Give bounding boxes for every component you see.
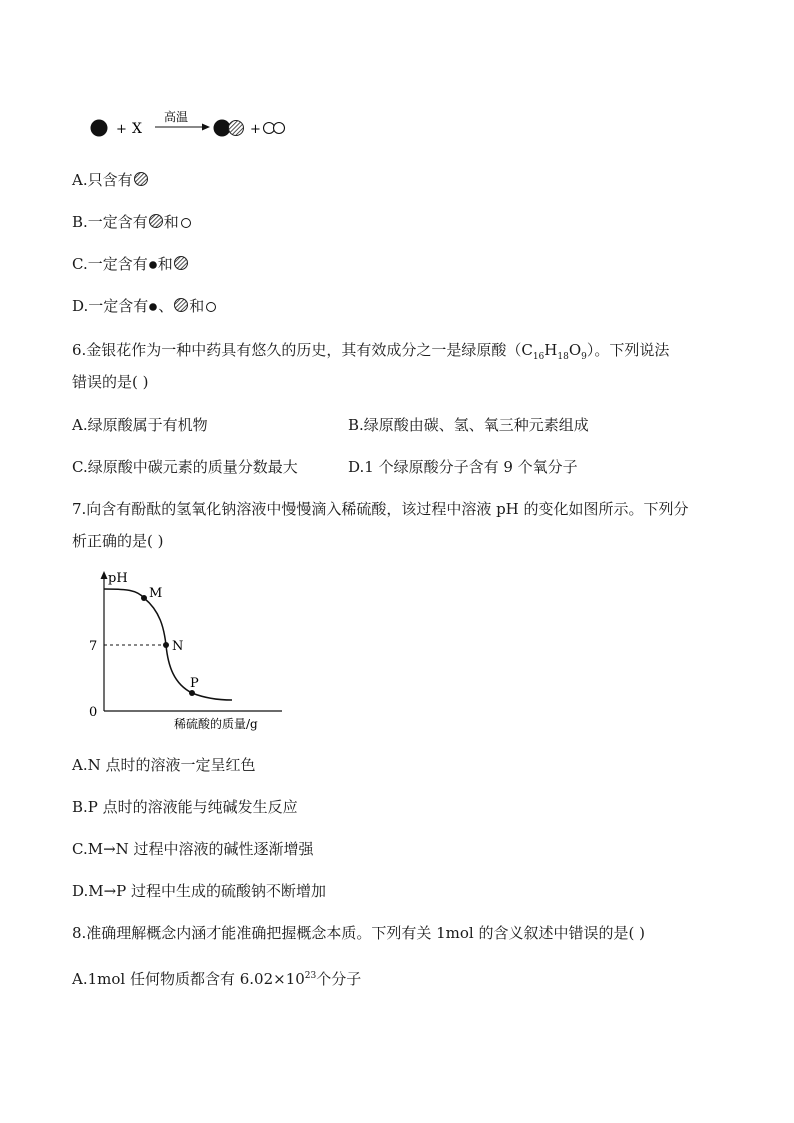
q7-stem-line1: 7.向含有酚酞的氢氧化钠溶液中慢慢滴入稀硫酸，该过程中溶液 pH 的变化如图所示。下列分 bbox=[72, 500, 689, 518]
q8-stem: 8.准确理解概念内涵才能准确把握概念本质。下列有关 1mol 的含义叙述中错误的是( ) bbox=[72, 924, 645, 942]
q7-option-b: B.P 点时的溶液能与纯碱发生反应 bbox=[72, 798, 298, 816]
q6-option-b: B.绿原酸由碳、氢、氧三种元素组成 bbox=[348, 416, 589, 434]
black-atom-icon bbox=[91, 120, 108, 137]
arrow-head-icon bbox=[202, 124, 210, 131]
hatched-atom-icon bbox=[173, 255, 189, 271]
q6-stem-text: 6.金银花作为一种中药具有悠久的历史，其有效成分之一是绿原酸（ bbox=[72, 341, 522, 359]
q6-stem bbox=[72, 340, 669, 367]
q7-option-a: A.N 点时的溶液一定呈红色 bbox=[72, 756, 256, 774]
separator-text: 、 bbox=[158, 297, 174, 315]
exponent: 23 bbox=[304, 971, 317, 981]
and-text: 和 bbox=[157, 255, 173, 273]
q6-option-a: A.绿原酸属于有机物 bbox=[72, 416, 208, 434]
and-text: 和 bbox=[189, 297, 205, 315]
q6-option-d: D.1 个绿原酸分子含有 9 个氧分子 bbox=[348, 458, 578, 476]
formula bbox=[521, 341, 587, 362]
formula-c: C bbox=[521, 341, 533, 359]
reactant-x: X bbox=[132, 121, 142, 137]
q5-option-b-text: B.一定含有 bbox=[72, 213, 148, 231]
q8-option-a bbox=[72, 966, 361, 989]
q5-option-a-text: A.只含有 bbox=[72, 171, 133, 189]
hatched-atom-icon bbox=[148, 213, 164, 229]
point-n-label: N bbox=[172, 639, 184, 654]
black-atom-icon bbox=[148, 257, 158, 271]
y-axis-label: pH bbox=[108, 571, 128, 586]
q5-option-c-text: C.一定含有 bbox=[72, 255, 148, 273]
plus-sign: + bbox=[116, 122, 127, 137]
hatched-atom-icon bbox=[229, 121, 244, 136]
point-n bbox=[163, 642, 169, 648]
q8-option-a-text: A.1mol 任何物质都含有 6.02×10 bbox=[72, 970, 305, 988]
black-atom-icon bbox=[148, 299, 158, 313]
q5-option-d bbox=[72, 296, 218, 316]
formula-o: O bbox=[568, 341, 582, 359]
formula-h-count: 18 bbox=[557, 352, 569, 362]
white-atom-icon bbox=[274, 123, 285, 134]
q7-option-d: D.M→P 过程中生成的硫酸钠不断增加 bbox=[72, 882, 327, 900]
point-m bbox=[141, 595, 147, 601]
q8-option-a-text-end: 个分子 bbox=[316, 970, 362, 988]
plus-sign: + bbox=[250, 122, 261, 137]
and-text: 和 bbox=[163, 213, 179, 231]
y-tick-7: 7 bbox=[89, 639, 98, 654]
hatched-atom-icon bbox=[133, 171, 149, 187]
hatched-atom-icon bbox=[173, 297, 189, 313]
formula-h: H bbox=[544, 341, 558, 359]
point-p-label: P bbox=[190, 676, 199, 691]
reaction-equation bbox=[82, 106, 302, 146]
q7-option-c: C.M→N 过程中溶液的碱性逐渐增强 bbox=[72, 840, 314, 858]
formula-c-count: 16 bbox=[532, 352, 545, 362]
q5-option-b bbox=[72, 212, 193, 232]
q5-option-d-text: D.一定含有 bbox=[72, 297, 149, 315]
black-atom-icon bbox=[214, 120, 231, 137]
q7-stem-line2: 析正确的是( ) bbox=[72, 532, 164, 550]
x-axis-label: 稀硫酸的质量/g bbox=[174, 717, 258, 731]
formula-o-count: 9 bbox=[581, 352, 587, 362]
white-atom-icon bbox=[179, 215, 193, 229]
q5-option-a bbox=[72, 170, 149, 190]
point-m-label: M bbox=[149, 586, 163, 601]
white-atom-icon bbox=[264, 123, 275, 134]
q6-stem-text-end: ）。下列说法 bbox=[586, 341, 670, 359]
reaction-condition: 高温 bbox=[164, 110, 189, 124]
white-atom-icon bbox=[204, 299, 218, 313]
y-axis-arrow-icon bbox=[101, 571, 108, 579]
q5-option-c bbox=[72, 254, 189, 274]
origin-label: 0 bbox=[89, 705, 98, 720]
q6-option-c: C.绿原酸中碳元素的质量分数最大 bbox=[72, 458, 298, 476]
q6-stem-line2: 错误的是( ) bbox=[72, 373, 149, 391]
ph-chart bbox=[82, 566, 302, 736]
